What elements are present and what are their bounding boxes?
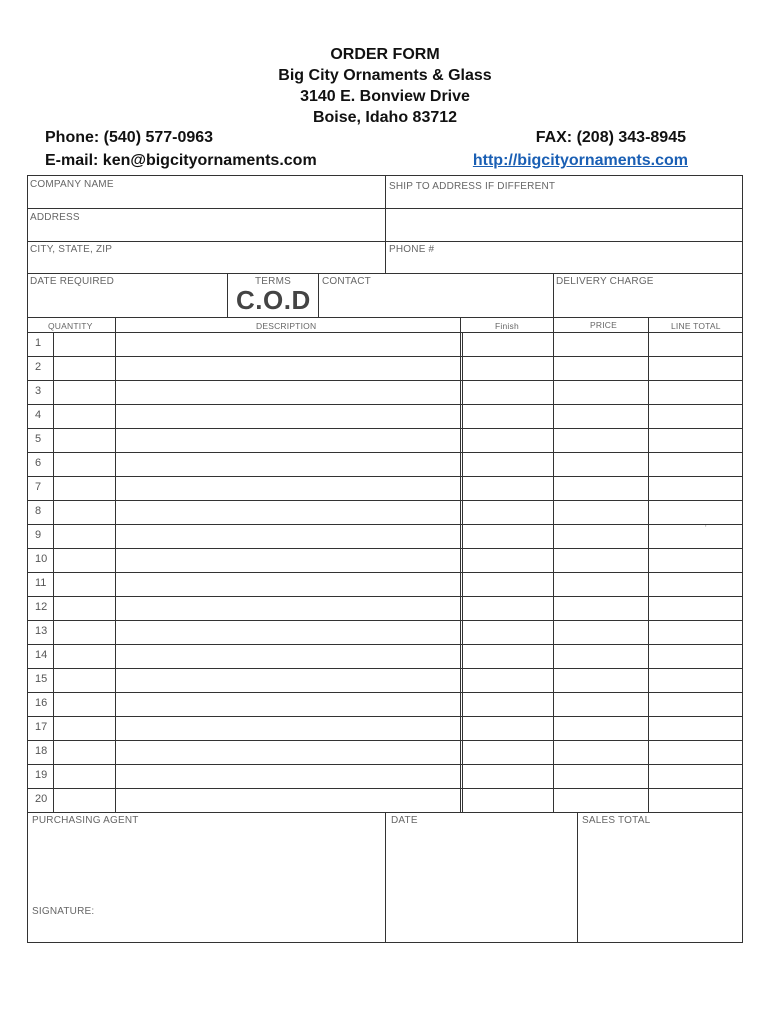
- column-header-finish: Finish: [495, 321, 519, 331]
- row-number: 20: [35, 793, 48, 805]
- table-row: [27, 620, 743, 621]
- table-row: [27, 380, 743, 381]
- terms-label: TERMS: [255, 276, 291, 287]
- address-label: ADDRESS: [30, 212, 80, 223]
- letterhead: [0, 44, 770, 128]
- table-row: [27, 476, 743, 477]
- company-phone: Phone: (540) 577-0963: [45, 129, 214, 146]
- phone-label: PHONE #: [389, 244, 435, 255]
- row-number: 14: [35, 649, 48, 661]
- table-row: [27, 428, 743, 429]
- ship-to-label: SHIP TO ADDRESS IF DIFFERENT: [389, 181, 556, 192]
- row-number: 18: [35, 745, 48, 757]
- row-number: 12: [35, 601, 48, 613]
- row-number: 17: [35, 721, 48, 733]
- column-divider: [115, 317, 116, 812]
- table-row: [27, 692, 743, 693]
- terms-value: C.O.D: [236, 285, 311, 315]
- row-number: 13: [35, 625, 48, 637]
- column-divider: [648, 317, 649, 812]
- row-number: 1: [35, 337, 42, 349]
- city-state-zip-label: CITY, STATE, ZIP: [30, 244, 113, 255]
- row-number: 3: [35, 385, 42, 397]
- table-row: [27, 668, 743, 669]
- table-row: [27, 356, 743, 357]
- stray-mark: ': [705, 524, 707, 533]
- company-street: 3140 E. Bonview Drive: [300, 88, 470, 105]
- sales-total-field[interactable]: [577, 812, 743, 943]
- row-number: 19: [35, 769, 48, 781]
- date-required-label: DATE REQUIRED: [30, 276, 115, 287]
- address-field[interactable]: [27, 208, 386, 242]
- row-number: 11: [35, 577, 47, 589]
- sales-total-label: SALES TOTAL: [582, 815, 651, 826]
- company-name-label: COMPANY NAME: [30, 179, 114, 190]
- delivery-charge-label: DELIVERY CHARGE: [556, 276, 654, 287]
- table-row: [27, 404, 743, 405]
- table-row: [27, 452, 743, 453]
- table-row: [27, 548, 743, 549]
- table-row: [27, 332, 743, 333]
- date-label: DATE: [391, 815, 418, 826]
- column-header-description: DESCRIPTION: [256, 321, 317, 331]
- row-number: 16: [35, 697, 48, 709]
- date-field[interactable]: [385, 812, 578, 943]
- contact-label: CONTACT: [322, 276, 371, 287]
- row-number: 5: [35, 433, 42, 445]
- phone-field[interactable]: [385, 241, 743, 274]
- column-divider: [553, 317, 554, 812]
- purchasing-agent-label: PURCHASING AGENT: [32, 815, 139, 826]
- form-title: ORDER FORM: [330, 46, 440, 63]
- row-number: 7: [35, 481, 42, 493]
- table-row: [27, 740, 743, 741]
- column-header-price: PRICE: [590, 320, 617, 330]
- table-row: [27, 644, 743, 645]
- table-row: [27, 716, 743, 717]
- company-email: E-mail: ken@bigcityornaments.com: [45, 152, 317, 169]
- row-number: 4: [35, 409, 42, 421]
- row-number: 2: [35, 361, 42, 373]
- company-fax: FAX: (208) 343-8945: [535, 129, 686, 146]
- table-row: [27, 500, 743, 501]
- company-website-link[interactable]: http://bigcityornaments.com: [472, 152, 688, 169]
- row-number: 6: [35, 457, 42, 469]
- table-row: [27, 572, 743, 573]
- table-row: [27, 524, 743, 525]
- table-row: [27, 788, 743, 789]
- table-row: [27, 764, 743, 765]
- row-number: 8: [35, 505, 42, 517]
- ship-to-address-field[interactable]: [385, 208, 743, 242]
- signature-label: SIGNATURE:: [32, 906, 95, 917]
- row-number: 10: [35, 553, 48, 565]
- column-header-quantity: QUANTITY: [48, 321, 93, 331]
- row-number: 15: [35, 673, 48, 685]
- order-items-table: [27, 317, 743, 813]
- purchasing-agent-field[interactable]: [27, 812, 386, 943]
- row-number: 9: [35, 529, 42, 541]
- table-row: [27, 596, 743, 597]
- company-name: Big City Ornaments & Glass: [278, 67, 492, 84]
- column-divider: [460, 317, 461, 812]
- company-city: Boise, Idaho 83712: [312, 109, 458, 126]
- column-header-line-total: LINE TOTAL: [671, 321, 721, 331]
